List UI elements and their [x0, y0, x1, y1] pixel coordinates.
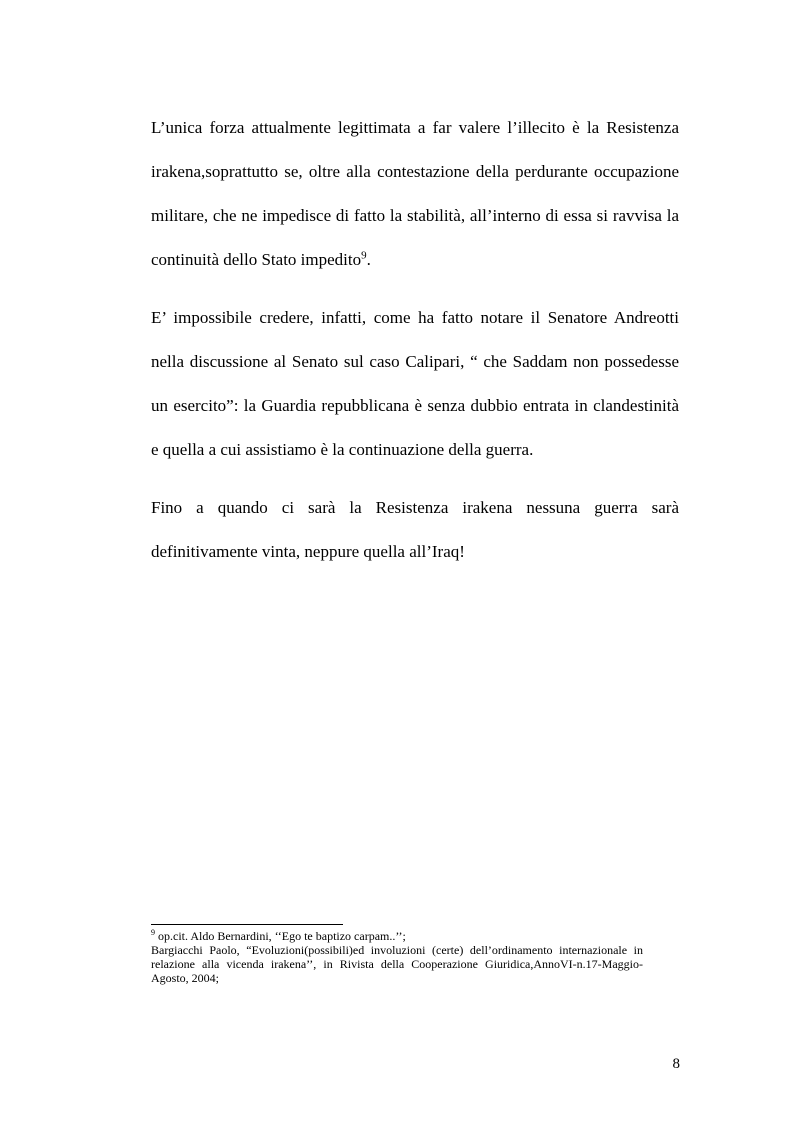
footnote-9-citation: Bargiacchi Paolo, “Evoluzioni(possibili)ed involuzioni (certe) dell’ordinamento internazionale in relazione alla vicenda irakena’’, in Rivista della Cooperazione Giuridica,AnnoVI-n.17-Maggio-Agosto, 2004;: [151, 943, 643, 985]
body-text: [151, 106, 679, 574]
footnote-reference[interactable]: 9: [361, 249, 367, 262]
paragraph-1-text: L’unica forza attualmente legittimata a far valere l’illecito è la Resistenza irakena,soprattutto se, oltre alla contestazione della perdurante occupazione militare, che ne impedisce di fatto la stabilità, all’interno di essa si ravvisa la continuità dello Stato impedito: [151, 118, 679, 269]
footnote-separator: [151, 924, 343, 925]
footnote-line-1: op.cit. Aldo Bernardini, ‘‘Ego te baptizo carpam..’’;: [155, 929, 406, 943]
paragraph-1-end: .: [366, 250, 371, 269]
paragraph-2: E’ impossibile credere, infatti, come ha fatto notare il Senatore Andreotti nella discussione al Senato sul caso Calipari, “ che Saddam non possedesse un esercito”: la Guardia repubblicana è senza dubbio entrata in clandestinità e quella a cui assistiamo è la continuazione della guerra.: [151, 308, 679, 459]
paragraph-3: Fino a quando ci sarà la Resistenza irakena nessuna guerra sarà definitivamente vinta, neppure quella all’Iraq!: [151, 498, 679, 561]
paragraph-1: [151, 106, 679, 282]
footnote-9: [151, 929, 643, 943]
footnote-number: 9: [151, 928, 155, 937]
page-number: 8: [672, 1056, 680, 1072]
footnotes: [151, 929, 643, 985]
